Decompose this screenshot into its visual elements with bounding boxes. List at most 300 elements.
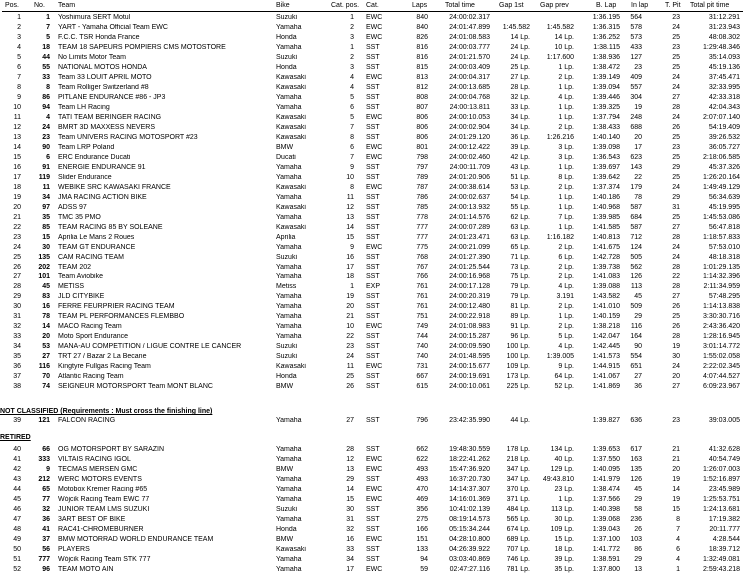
cell-team: ERC Endurance Ducati bbox=[58, 153, 131, 161]
cell-pit-time: 45:19.136 bbox=[708, 63, 740, 71]
cell-in-lap: 623 bbox=[630, 153, 642, 161]
cell-total-time: 24:00:02.904 bbox=[449, 123, 490, 131]
cell-bike: Yamaha bbox=[276, 273, 302, 281]
cell-total-time: 24:01:27.390 bbox=[449, 253, 490, 261]
cell-pos: 31 bbox=[13, 313, 21, 321]
cell-total-time: 16:37:20.730 bbox=[449, 475, 490, 483]
cell-bike: Yamaha bbox=[276, 193, 302, 201]
cell-cat: SST bbox=[366, 303, 380, 311]
cell-bike: BMW bbox=[276, 383, 294, 391]
cell-team: FALCON RACING bbox=[58, 417, 116, 424]
cell-bike: Yamaha bbox=[276, 455, 302, 463]
cell-cat-pos: 29 bbox=[346, 475, 354, 483]
cell-laps: 470 bbox=[416, 485, 428, 493]
header-team: Team bbox=[58, 2, 76, 9]
cell-pit: 7 bbox=[676, 525, 680, 533]
cell-total-time: 10:41:02.139 bbox=[449, 505, 490, 513]
cell-laps: 777 bbox=[416, 233, 428, 241]
cell-in-lap: 236 bbox=[630, 515, 642, 523]
cell-team: OG MOTORSPORT BY SARAZIN bbox=[58, 446, 165, 453]
cell-gap-1st: 81 Lp. bbox=[510, 303, 530, 311]
cell-cat-pos: 18 bbox=[346, 273, 354, 281]
cell-gap-prev: 3.191 bbox=[556, 293, 574, 301]
cell-pit-time: 48:08.302 bbox=[708, 33, 740, 41]
cell-total-time: 24:00:10.053 bbox=[449, 113, 490, 121]
cell-cat: EWC bbox=[366, 14, 383, 21]
cell-pit-time: 1:01:29.135 bbox=[703, 263, 740, 271]
cell-team: PLAYERS bbox=[58, 545, 90, 553]
cell-total-time: 24:00:17.128 bbox=[449, 283, 490, 291]
cell-pit-time: 36:05.727 bbox=[708, 143, 740, 151]
table-row bbox=[0, 164, 745, 172]
cell-bike: Metiss bbox=[276, 283, 297, 291]
cell-in-lap: 116 bbox=[630, 323, 642, 331]
cell-in-lap: 164 bbox=[630, 333, 642, 341]
cell-cat-pos: 7 bbox=[350, 123, 354, 131]
cell-team: JLD CITYBIKE bbox=[58, 293, 105, 301]
cell-cat: SST bbox=[366, 253, 380, 261]
cell-cat-pos: 16 bbox=[346, 535, 354, 543]
cell-team: Moto Sport Endurance bbox=[58, 333, 129, 341]
cell-cat: EWC bbox=[366, 323, 383, 331]
cell-pos: 7 bbox=[17, 73, 21, 81]
cell-bike: Yamaha bbox=[276, 303, 302, 311]
cell-pit-time: 4:07:44.527 bbox=[703, 373, 740, 381]
cell-pos: 3 bbox=[17, 33, 21, 41]
cell-total-time: 18:22:41.262 bbox=[449, 455, 490, 463]
cell-number: 37 bbox=[42, 535, 50, 543]
cell-number: 32 bbox=[42, 505, 50, 513]
cell-pit: 25 bbox=[672, 33, 680, 41]
cell-in-lap: 509 bbox=[630, 303, 642, 311]
cell-pos: 38 bbox=[13, 383, 21, 391]
cell-total-time: 24:00:13.932 bbox=[449, 203, 490, 211]
cell-gap-prev: 1:26.216 bbox=[546, 133, 574, 141]
cell-pit: 25 bbox=[672, 153, 680, 161]
cell-total-time: 24:00:20.319 bbox=[449, 293, 490, 301]
header-gap-1st: Gap 1st bbox=[499, 2, 524, 9]
cell-best-lap: 1:41.869 bbox=[592, 383, 620, 391]
cell-gap-prev: 3 Lp. bbox=[558, 143, 574, 151]
cell-total-time: 04:28:10.800 bbox=[449, 535, 490, 543]
cell-gap-1st: 27 Lp. bbox=[510, 73, 530, 81]
cell-pit-time: 2:43:36.420 bbox=[703, 323, 740, 331]
table-row bbox=[0, 323, 745, 331]
table-row bbox=[0, 526, 745, 534]
cell-pit: 29 bbox=[672, 193, 680, 201]
table-row bbox=[0, 94, 745, 102]
cell-gap-1st: 79 Lp. bbox=[510, 283, 530, 291]
cell-team: F.C.C. TSR Honda France bbox=[58, 33, 140, 41]
cell-in-lap: 587 bbox=[630, 203, 642, 211]
cell-pit-time: 42:04.343 bbox=[708, 103, 740, 111]
table-row bbox=[0, 456, 745, 464]
cell-total-time: 23:42:35.990 bbox=[449, 417, 490, 424]
cell-in-lap: 712 bbox=[630, 233, 642, 241]
cell-pit: 24 bbox=[672, 253, 680, 261]
table-row bbox=[0, 254, 745, 262]
cell-gap-prev: 30 Lp. bbox=[554, 515, 574, 523]
table-row bbox=[0, 174, 745, 182]
cell-total-time: 24:00:03.409 bbox=[449, 63, 490, 71]
cell-gap-prev: 2 Lp. bbox=[558, 73, 574, 81]
cell-cat-pos: 4 bbox=[350, 83, 354, 91]
cell-cat: SST bbox=[366, 343, 380, 351]
cell-bike: Honda bbox=[276, 33, 297, 41]
cell-laps: 806 bbox=[416, 133, 428, 141]
cell-gap-prev: 15 Lp. bbox=[554, 535, 574, 543]
cell-number: 78 bbox=[42, 313, 50, 321]
cell-laps: 751 bbox=[416, 313, 428, 321]
header-total-time: Total time bbox=[445, 2, 475, 9]
cell-gap-1st: 173 Lp. bbox=[506, 373, 530, 381]
cell-cat: EWC bbox=[366, 363, 383, 371]
cell-best-lap: 1:37.550 bbox=[592, 455, 620, 463]
cell-pos: 30 bbox=[13, 303, 21, 311]
cell-team: Wójcik Racing Team EWC 77 bbox=[58, 495, 150, 503]
cell-laps: 493 bbox=[416, 475, 428, 483]
cell-gap-1st: 62 Lp. bbox=[510, 213, 530, 221]
cell-bike: Honda bbox=[276, 63, 297, 71]
cell-pit: 1 bbox=[676, 565, 680, 573]
table-row bbox=[0, 486, 745, 494]
cell-in-lap: 433 bbox=[630, 43, 642, 51]
cell-gap-prev: 35 Lp. bbox=[554, 565, 574, 573]
cell-number: 94 bbox=[42, 103, 50, 111]
cell-bike: Yamaha bbox=[276, 485, 302, 493]
cell-cat: SST bbox=[366, 83, 380, 91]
cell-pit: 25 bbox=[672, 133, 680, 141]
cell-gap-1st: 43 Lp. bbox=[510, 163, 530, 171]
cell-number: 8 bbox=[46, 83, 50, 91]
cell-number: 116 bbox=[38, 363, 50, 371]
cell-team: WERC MOTORS EVENTS bbox=[58, 475, 142, 483]
table-row bbox=[0, 14, 745, 22]
cell-pit-time: 23:45.989 bbox=[708, 485, 740, 493]
cell-cat: SST bbox=[366, 173, 380, 181]
cell-gap-prev: 7 Lp. bbox=[558, 213, 574, 221]
cell-bike: Yamaha bbox=[276, 173, 302, 181]
cell-total-time: 24:00:19.691 bbox=[449, 373, 490, 381]
cell-pit-time: 6:09:23.967 bbox=[703, 383, 740, 391]
cell-number: 53 bbox=[42, 343, 50, 351]
cell-team: PITLANE ENDURANCE #86 - JP3 bbox=[58, 93, 166, 101]
cell-pit: 6 bbox=[676, 545, 680, 553]
cell-total-time: 24:01:23.471 bbox=[449, 233, 490, 241]
cell-pos: 25 bbox=[13, 253, 21, 261]
cell-gap-1st: 674 Lp. bbox=[506, 525, 530, 533]
cell-total-time: 08:19:14.573 bbox=[449, 515, 490, 523]
cell-team: Team 33 LOUIT APRIL MOTO bbox=[58, 73, 152, 81]
cell-best-lap: 1:42.728 bbox=[592, 253, 620, 261]
cell-cat: SST bbox=[366, 223, 380, 231]
cell-gap-1st: 39 Lp. bbox=[510, 143, 530, 151]
cell-cat: SST bbox=[366, 213, 380, 221]
cell-gap-prev: 64 Lp. bbox=[554, 373, 574, 381]
cell-cat-pos: 2 bbox=[350, 23, 354, 31]
header-pit-time: Total pit time bbox=[690, 2, 730, 9]
cell-total-time: 02:47:27.116 bbox=[449, 565, 490, 573]
cell-cat-pos: 13 bbox=[346, 213, 354, 221]
cell-cat-pos: 16 bbox=[346, 253, 354, 261]
cell-pit-time: 2:18:06.585 bbox=[703, 153, 740, 161]
cell-in-lap: 27 bbox=[634, 373, 642, 381]
cell-bike: Yamaha bbox=[276, 495, 302, 503]
cell-pit-time: 39:03.005 bbox=[708, 417, 740, 424]
table-row bbox=[0, 134, 745, 142]
cell-pit-time: 31:23.943 bbox=[708, 23, 740, 31]
table-row bbox=[0, 556, 745, 564]
cell-total-time: 15:47:36.920 bbox=[449, 465, 490, 473]
cell-team: TMC 35 PMO bbox=[58, 213, 101, 221]
cell-team: Slider Endurance bbox=[58, 173, 112, 181]
cell-number: 56 bbox=[42, 545, 50, 553]
cell-best-lap: 1:40.968 bbox=[592, 203, 620, 211]
cell-laps: 761 bbox=[416, 303, 428, 311]
cell-team: Yoshimura SERT Motul bbox=[58, 14, 131, 21]
cell-laps: 808 bbox=[416, 93, 428, 101]
cell-bike: Suzuki bbox=[276, 343, 298, 351]
cell-pit: 25 bbox=[672, 313, 680, 321]
cell-cat-pos: 6 bbox=[350, 103, 354, 111]
cell-laps: 761 bbox=[416, 283, 428, 291]
cell-pos: 51 bbox=[13, 555, 21, 563]
cell-best-lap: 1:39.697 bbox=[592, 163, 620, 171]
cell-pos: 41 bbox=[13, 455, 21, 463]
cell-gap-prev: 3 Lp. bbox=[558, 153, 574, 161]
cell-pit: 28 bbox=[672, 263, 680, 271]
cell-bike: Kawasaki bbox=[276, 203, 306, 211]
cell-best-lap: 1:39.446 bbox=[592, 93, 620, 101]
cell-total-time: 24:00:02.460 bbox=[449, 153, 490, 161]
cell-gap-prev: 10 Lp. bbox=[554, 43, 574, 51]
cell-gap-1st: 371 Lp. bbox=[506, 495, 530, 503]
cell-pos: 42 bbox=[13, 465, 21, 473]
cell-cat: SST bbox=[366, 133, 380, 141]
table-row bbox=[0, 24, 745, 32]
cell-cat-pos: 20 bbox=[346, 303, 354, 311]
cell-number: 9 bbox=[46, 465, 50, 473]
cell-best-lap: 1:41.010 bbox=[592, 303, 620, 311]
table-row bbox=[0, 154, 745, 162]
cell-team: MACO Racing Team bbox=[58, 323, 122, 331]
cell-cat: SST bbox=[366, 43, 380, 51]
cell-gap-prev: 109 Lp. bbox=[550, 525, 574, 533]
cell-pit: 24 bbox=[672, 83, 680, 91]
cell-cat: SST bbox=[366, 525, 380, 533]
cell-gap-prev: 2 Lp. bbox=[558, 243, 574, 251]
cell-pos: 22 bbox=[13, 223, 21, 231]
cell-best-lap: 1:41.573 bbox=[592, 353, 620, 361]
cell-pit: 25 bbox=[672, 63, 680, 71]
cell-team: SEIGNEUR MOTORSPORT Team MONT BLANC bbox=[58, 383, 213, 391]
cell-pit: 19 bbox=[672, 495, 680, 503]
cell-team: Team Rolliger Switzerland #8 bbox=[58, 83, 149, 91]
cell-team: TEAM PL PERFORMANCES FLEMBBO bbox=[58, 313, 185, 321]
cell-gap-prev: 14 Lp. bbox=[554, 33, 574, 41]
cell-in-lap: 26 bbox=[634, 525, 642, 533]
cell-cat-pos: 6 bbox=[350, 143, 354, 151]
cell-laps: 812 bbox=[416, 83, 428, 91]
table-row bbox=[0, 293, 745, 301]
cell-best-lap: 1:38.472 bbox=[592, 63, 620, 71]
cell-laps: 777 bbox=[416, 223, 428, 231]
cell-cat-pos: 5 bbox=[350, 93, 354, 101]
cell-laps: 816 bbox=[416, 53, 428, 61]
cell-team: Kingtyre Fullgas Racing Team bbox=[58, 363, 151, 371]
cell-team: No Limits Motor Team bbox=[58, 53, 126, 61]
cell-gap-1st: 73 Lp. bbox=[510, 263, 530, 271]
cell-pos: 4 bbox=[17, 43, 21, 51]
cell-cat-pos: 2 bbox=[350, 53, 354, 61]
cell-laps: 740 bbox=[416, 343, 428, 351]
cell-cat-pos: 28 bbox=[346, 446, 354, 453]
cell-pit: 20 bbox=[672, 373, 680, 381]
cell-gap-prev: 1 Lp. bbox=[558, 495, 574, 503]
cell-gap-prev: 40 Lp. bbox=[554, 455, 574, 463]
cell-in-lap: 126 bbox=[630, 475, 642, 483]
header-laps: Laps bbox=[412, 2, 428, 9]
cell-cat: SST bbox=[366, 515, 380, 523]
cell-bike: Yamaha bbox=[276, 43, 302, 51]
cell-pit: 28 bbox=[672, 103, 680, 111]
cell-pit-time: 37:45.471 bbox=[708, 73, 740, 81]
cell-cat: SST bbox=[366, 446, 380, 453]
cell-cat: SST bbox=[366, 63, 380, 71]
cell-pos: 19 bbox=[13, 193, 21, 201]
cell-cat-pos: 22 bbox=[346, 333, 354, 341]
cell-total-time: 24:00:22.918 bbox=[449, 313, 490, 321]
cell-gap-1st: 24 Lp. bbox=[510, 53, 530, 61]
cell-bike: BMW bbox=[276, 143, 294, 151]
cell-gap-1st: 689 Lp. bbox=[506, 535, 530, 543]
cell-in-lap: 179 bbox=[630, 183, 642, 191]
cell-pit: 24 bbox=[672, 113, 680, 121]
cell-team: ADSS 97 bbox=[58, 203, 87, 211]
table-row bbox=[0, 264, 745, 272]
cell-total-time: 24:01:48.595 bbox=[449, 353, 490, 361]
cell-team: MANA-AU COMPETITION / LIGUE CONTRE LE CANCER bbox=[58, 343, 242, 351]
cell-cat-pos: 14 bbox=[346, 223, 354, 231]
cell-laps: 622 bbox=[416, 455, 428, 463]
cell-team: ENERGIE ENDURANCE 91 bbox=[58, 163, 146, 171]
cell-gap-1st: 42 Lp. bbox=[510, 153, 530, 161]
cell-cat: SST bbox=[366, 545, 380, 553]
cell-cat-pos: 26 bbox=[346, 383, 354, 391]
table-row bbox=[0, 184, 745, 192]
cell-pit-time: 1:14:32.396 bbox=[703, 273, 740, 281]
table-row bbox=[0, 466, 745, 474]
cell-best-lap: 1:39.094 bbox=[592, 83, 620, 91]
cell-total-time: 24:00:07.289 bbox=[449, 223, 490, 231]
cell-number: 33 bbox=[42, 73, 50, 81]
cell-pit: 29 bbox=[672, 163, 680, 171]
cell-total-time: 24:00:02.317 bbox=[449, 14, 490, 21]
cell-bike: Yamaha bbox=[276, 446, 302, 453]
cell-cat-pos: 12 bbox=[346, 455, 354, 463]
cell-pit-time: 1:26:07.003 bbox=[703, 465, 740, 473]
cell-gap-1st: 25 Lp. bbox=[510, 63, 530, 71]
cell-number: 74 bbox=[42, 383, 50, 391]
cell-pit: 27 bbox=[672, 93, 680, 101]
cell-pos: 50 bbox=[13, 545, 21, 553]
cell-number: 20 bbox=[42, 333, 50, 341]
cell-number: 86 bbox=[42, 93, 50, 101]
cell-gap-1st: 91 Lp. bbox=[510, 323, 530, 331]
table-row bbox=[0, 313, 745, 321]
cell-number: 35 bbox=[42, 213, 50, 221]
cell-best-lap: 1:43.582 bbox=[592, 293, 620, 301]
cell-team: NATIONAL MOTOS HONDA bbox=[58, 63, 147, 71]
cell-best-lap: 1:39.043 bbox=[592, 525, 620, 533]
cell-pit: 21 bbox=[672, 446, 680, 453]
table-row bbox=[0, 54, 745, 62]
cell-gap-1st: 96 Lp. bbox=[510, 333, 530, 341]
cell-cat-pos: 17 bbox=[346, 263, 354, 271]
cell-in-lap: 19 bbox=[634, 103, 642, 111]
cell-in-lap: 86 bbox=[634, 545, 642, 553]
cell-bike: Yamaha bbox=[276, 515, 302, 523]
cell-total-time: 24:01:25.544 bbox=[449, 263, 490, 271]
cell-best-lap: 1:38.474 bbox=[592, 485, 620, 493]
cell-pos: 36 bbox=[13, 363, 21, 371]
cell-best-lap: 1:42.047 bbox=[592, 333, 620, 341]
cell-best-lap: 1:39.088 bbox=[592, 283, 620, 291]
cell-in-lap: 17 bbox=[634, 143, 642, 151]
cell-best-lap: 1:40.095 bbox=[592, 465, 620, 473]
cell-number: 15 bbox=[42, 233, 50, 241]
cell-cat-pos: 11 bbox=[346, 193, 354, 201]
cell-number: 27 bbox=[42, 353, 50, 361]
cell-cat-pos: 8 bbox=[350, 183, 354, 191]
cell-gap-prev: 6 Lp. bbox=[558, 253, 574, 261]
cell-bike: Honda bbox=[276, 373, 297, 381]
cell-gap-prev: 1:16.182 bbox=[546, 233, 574, 241]
cell-number: 44 bbox=[42, 53, 50, 61]
cell-pos: 49 bbox=[13, 535, 21, 543]
cell-gap-prev: 1 Lp. bbox=[558, 83, 574, 91]
cell-number: 14 bbox=[42, 323, 50, 331]
cell-gap-1st: 24 Lp. bbox=[510, 43, 530, 51]
cell-in-lap: 505 bbox=[630, 253, 642, 261]
cell-in-lap: 20 bbox=[634, 133, 642, 141]
cell-laps: 786 bbox=[416, 193, 428, 201]
cell-cat: SST bbox=[366, 123, 380, 131]
cell-pit: 26 bbox=[672, 123, 680, 131]
cell-cat: SST bbox=[366, 273, 380, 281]
cell-in-lap: 578 bbox=[630, 23, 642, 31]
cell-team: Team UNIVERS RACING MOTOSPORT #23 bbox=[58, 133, 198, 141]
cell-number: 97 bbox=[42, 203, 50, 211]
cell-cat: EWC bbox=[366, 243, 383, 251]
cell-bike: Yamaha bbox=[276, 293, 302, 301]
cell-number: 1 bbox=[46, 14, 50, 21]
cell-best-lap: 1:40.813 bbox=[592, 233, 620, 241]
cell-number: 30 bbox=[42, 243, 50, 251]
cell-team: Team LH Racing bbox=[58, 103, 110, 111]
cell-total-time: 24:01:14.576 bbox=[449, 213, 490, 221]
cell-in-lap: 143 bbox=[630, 163, 642, 171]
table-row bbox=[0, 144, 745, 152]
cell-pos: 16 bbox=[13, 163, 21, 171]
cell-laps: 767 bbox=[416, 263, 428, 271]
cell-in-lap: 58 bbox=[634, 505, 642, 513]
cell-laps: 806 bbox=[416, 113, 428, 121]
cell-team: 3ART BEST OF BIKE bbox=[58, 515, 126, 523]
cell-gap-1st: 36 Lp. bbox=[510, 133, 530, 141]
header-bike: Bike bbox=[276, 2, 290, 9]
table-row bbox=[0, 64, 745, 72]
